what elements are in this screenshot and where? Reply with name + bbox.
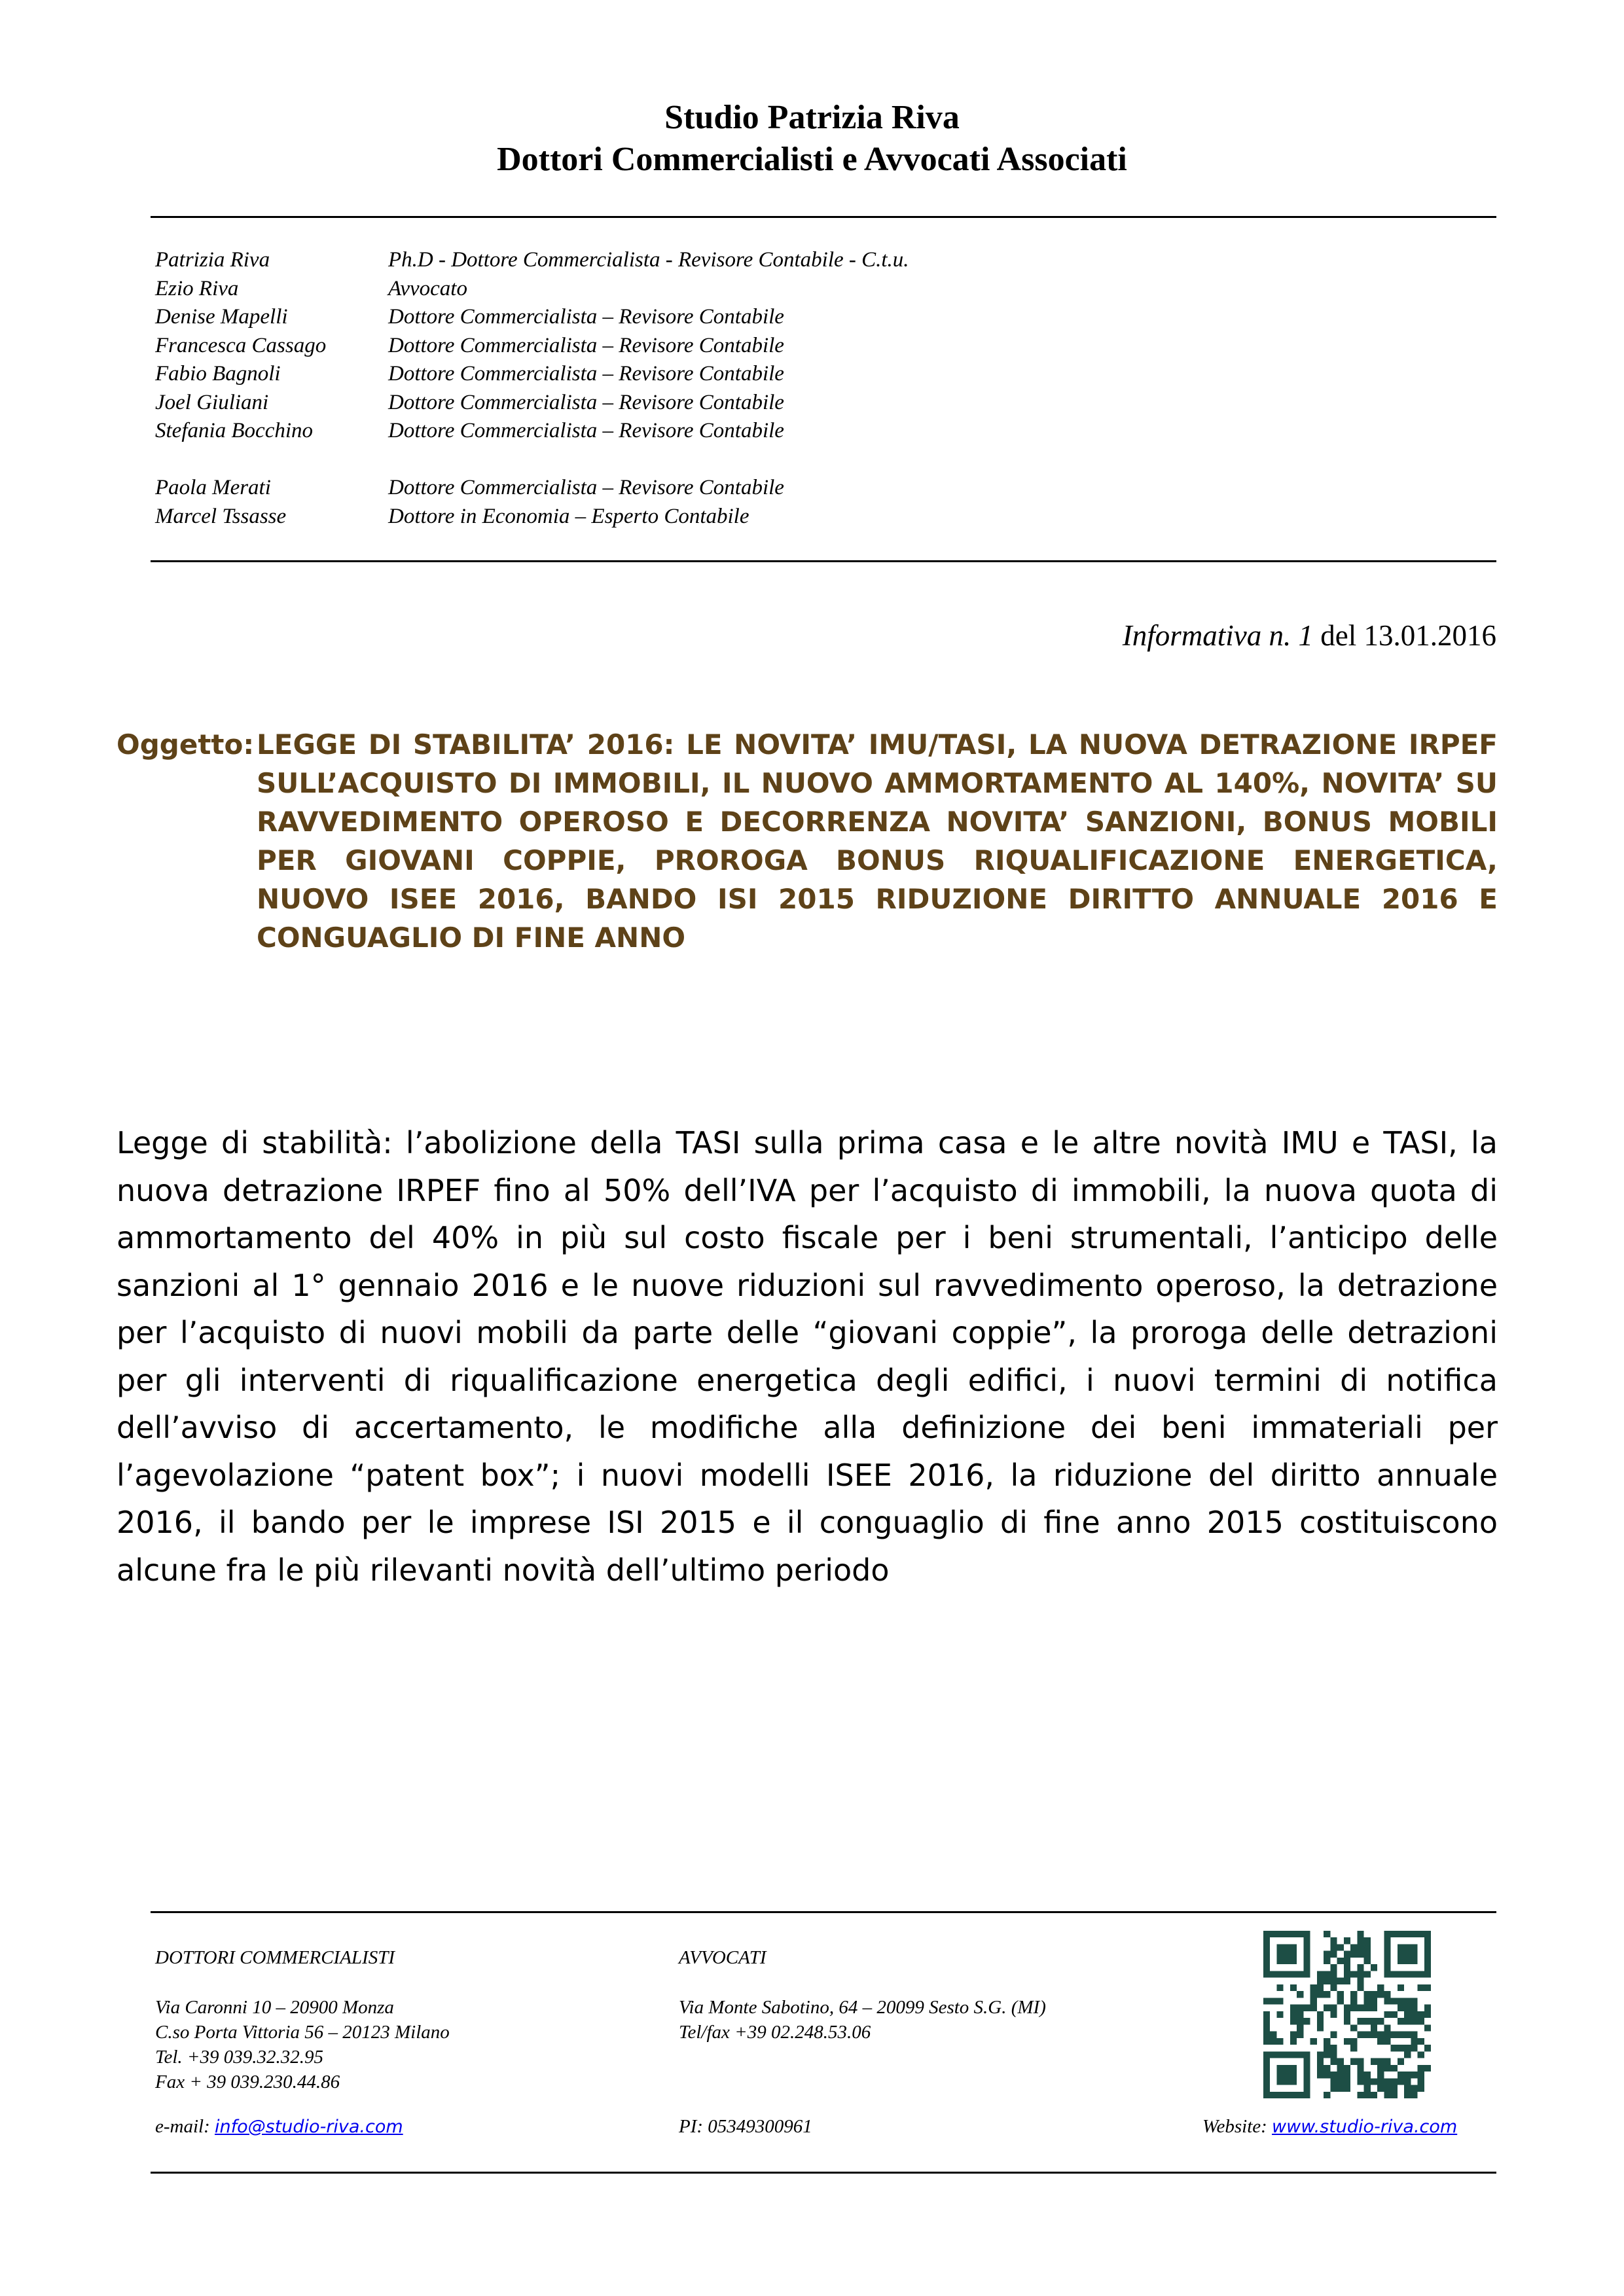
informativa-reference xyxy=(1123,619,1496,653)
staff-name: Denise Mapelli xyxy=(155,305,288,329)
avvocati-address: Via Monte Sabotino, 64 – 20099 Sesto S.G. (MI) xyxy=(679,1997,1046,2018)
informativa-number: Informativa n. 1 xyxy=(1122,619,1314,652)
footer-pi xyxy=(679,2114,812,2139)
commercialisti-address-milano: C.so Porta Vittoria 56 – 20123 Milano xyxy=(155,2022,450,2043)
header-divider-bottom xyxy=(151,560,1496,562)
header-divider-top xyxy=(151,216,1496,218)
subject-label: Oggetto: xyxy=(117,728,255,761)
qr-code-icon xyxy=(1263,1931,1431,2098)
staff-role: Dottore Commercialista – Revisore Contabile xyxy=(388,476,784,499)
staff-row xyxy=(155,503,909,531)
footer-website xyxy=(1202,2114,1457,2140)
staff-list xyxy=(155,246,909,531)
staff-role: Dottore Commercialista – Revisore Contabile xyxy=(388,419,784,442)
staff-role: Dottore in Economia – Esperto Contabile xyxy=(388,504,749,528)
commercialisti-fax: Fax + 39 039.230.44.86 xyxy=(155,2072,340,2092)
commercialisti-address-monza: Via Caronni 10 – 20900 Monza xyxy=(155,1997,394,2018)
informativa-date: del 13.01.2016 xyxy=(1313,619,1496,652)
subject-block xyxy=(117,725,1498,957)
staff-row xyxy=(155,246,909,275)
staff-role: Avvocato xyxy=(388,276,467,300)
staff-row xyxy=(155,275,909,304)
staff-name: Patrizia Riva xyxy=(155,248,270,272)
firm-name: Studio Patrizia Riva xyxy=(664,99,960,136)
firm-header xyxy=(0,97,1624,181)
staff-name: Paola Merati xyxy=(155,476,271,499)
website-link[interactable]: www.studio-riva.com xyxy=(1272,2117,1458,2137)
firm-subtitle: Dottori Commercialisti e Avvocati Associati xyxy=(497,141,1127,178)
website-label: Website: xyxy=(1202,2116,1272,2137)
staff-name: Francesca Cassago xyxy=(155,333,327,357)
staff-role: Dottore Commercialista – Revisore Contabile xyxy=(388,333,784,357)
footer-email xyxy=(155,2114,403,2140)
staff-role: Dottore Commercialista – Revisore Contabile xyxy=(388,390,784,414)
staff-name: Ezio Riva xyxy=(155,276,239,300)
staff-role: Ph.D - Dottore Commercialista - Revisore Contabile - C.t.u. xyxy=(388,248,909,272)
footer-divider-top xyxy=(151,1911,1496,1913)
staff-row xyxy=(155,360,909,389)
staff-row xyxy=(155,417,909,446)
staff-name: Joel Giuliani xyxy=(155,390,269,414)
staff-row xyxy=(155,389,909,418)
avvocati-telfax: Tel/fax +39 02.248.53.06 xyxy=(679,2022,871,2043)
body-paragraph: Legge di stabilità: l’abolizione della TASI sulla prima casa e le altre novità IMU e TASI, la nuova detrazione IRPEF fino al 50% dell’IVA per l’acquisto di immobili, la nuova quota di ammortamento del 40% in più sul costo fiscale per i beni strumentali, l’anticipo delle sanzioni al 1° gennaio 2016 e le nuove riduzioni sul ravvedimento operoso, la detrazione per l’acquisto di nuovi mobili da parte delle “giovani coppie”, la proroga delle detrazioni per gli interventi di riqualificazione energetica degli edifici, i nuovi termini di notifica dell’avviso di accertamento, le modifiche alla definizione dei beni immateriali per l’agevolazione “patent box”; i nuovi modelli ISEE 2016, la riduzione del diritto annuale 2016, il bando per le imprese ISI 2015 e il conguaglio di fine anno 2015 costituiscono alcune fra le più rilevanti novità dell’ultimo periodo xyxy=(117,1125,1498,1588)
commercialisti-tel: Tel. +39 039.32.32.95 xyxy=(155,2047,323,2068)
footer-avvocati xyxy=(679,1945,1046,2045)
staff-row xyxy=(155,474,909,503)
staff-role: Dottore Commercialista – Revisore Contabile xyxy=(388,362,784,386)
staff-name: Fabio Bagnoli xyxy=(155,362,281,386)
email-label: e-mail: xyxy=(155,2116,215,2137)
staff-name: Marcel Tssasse xyxy=(155,504,287,528)
footer-commercialisti xyxy=(155,1945,450,2094)
staff-role: Dottore Commercialista – Revisore Contabile xyxy=(388,305,784,329)
email-link[interactable]: info@studio-riva.com xyxy=(215,2117,403,2137)
staff-row xyxy=(155,303,909,332)
staff-spacer xyxy=(155,446,909,475)
staff-name: Stefania Bocchino xyxy=(155,419,314,442)
staff-row xyxy=(155,332,909,361)
commercialisti-heading: DOTTORI COMMERCIALISTI xyxy=(155,1947,395,1968)
subject-text: LEGGE DI STABILITA’ 2016: LE NOVITA’ IMU/TASI, LA NUOVA DETRAZIONE IRPEF SULL’ACQUISTO DI IMMOBILI, IL NUOVO AMMORTAMENTO AL 140%, NOVITA’ SU RAVVEDIMENTO OPEROSO E DECORRENZA NOVITA’ SANZIONI, BONUS MOBILI PER GIOVANI COPPIE, PROROGA BONUS RIQUALIFICAZIONE ENERGETICA, NUOVO ISEE 2016, BANDO ISI 2015 RIDUZIONE DIRITTO ANNUALE 2016 E CONGUAGLIO DI FINE ANNO xyxy=(257,728,1498,954)
avvocati-heading: AVVOCATI xyxy=(679,1947,767,1968)
partita-iva: PI: 05349300961 xyxy=(679,2116,812,2137)
footer-divider-bottom xyxy=(151,2172,1496,2174)
